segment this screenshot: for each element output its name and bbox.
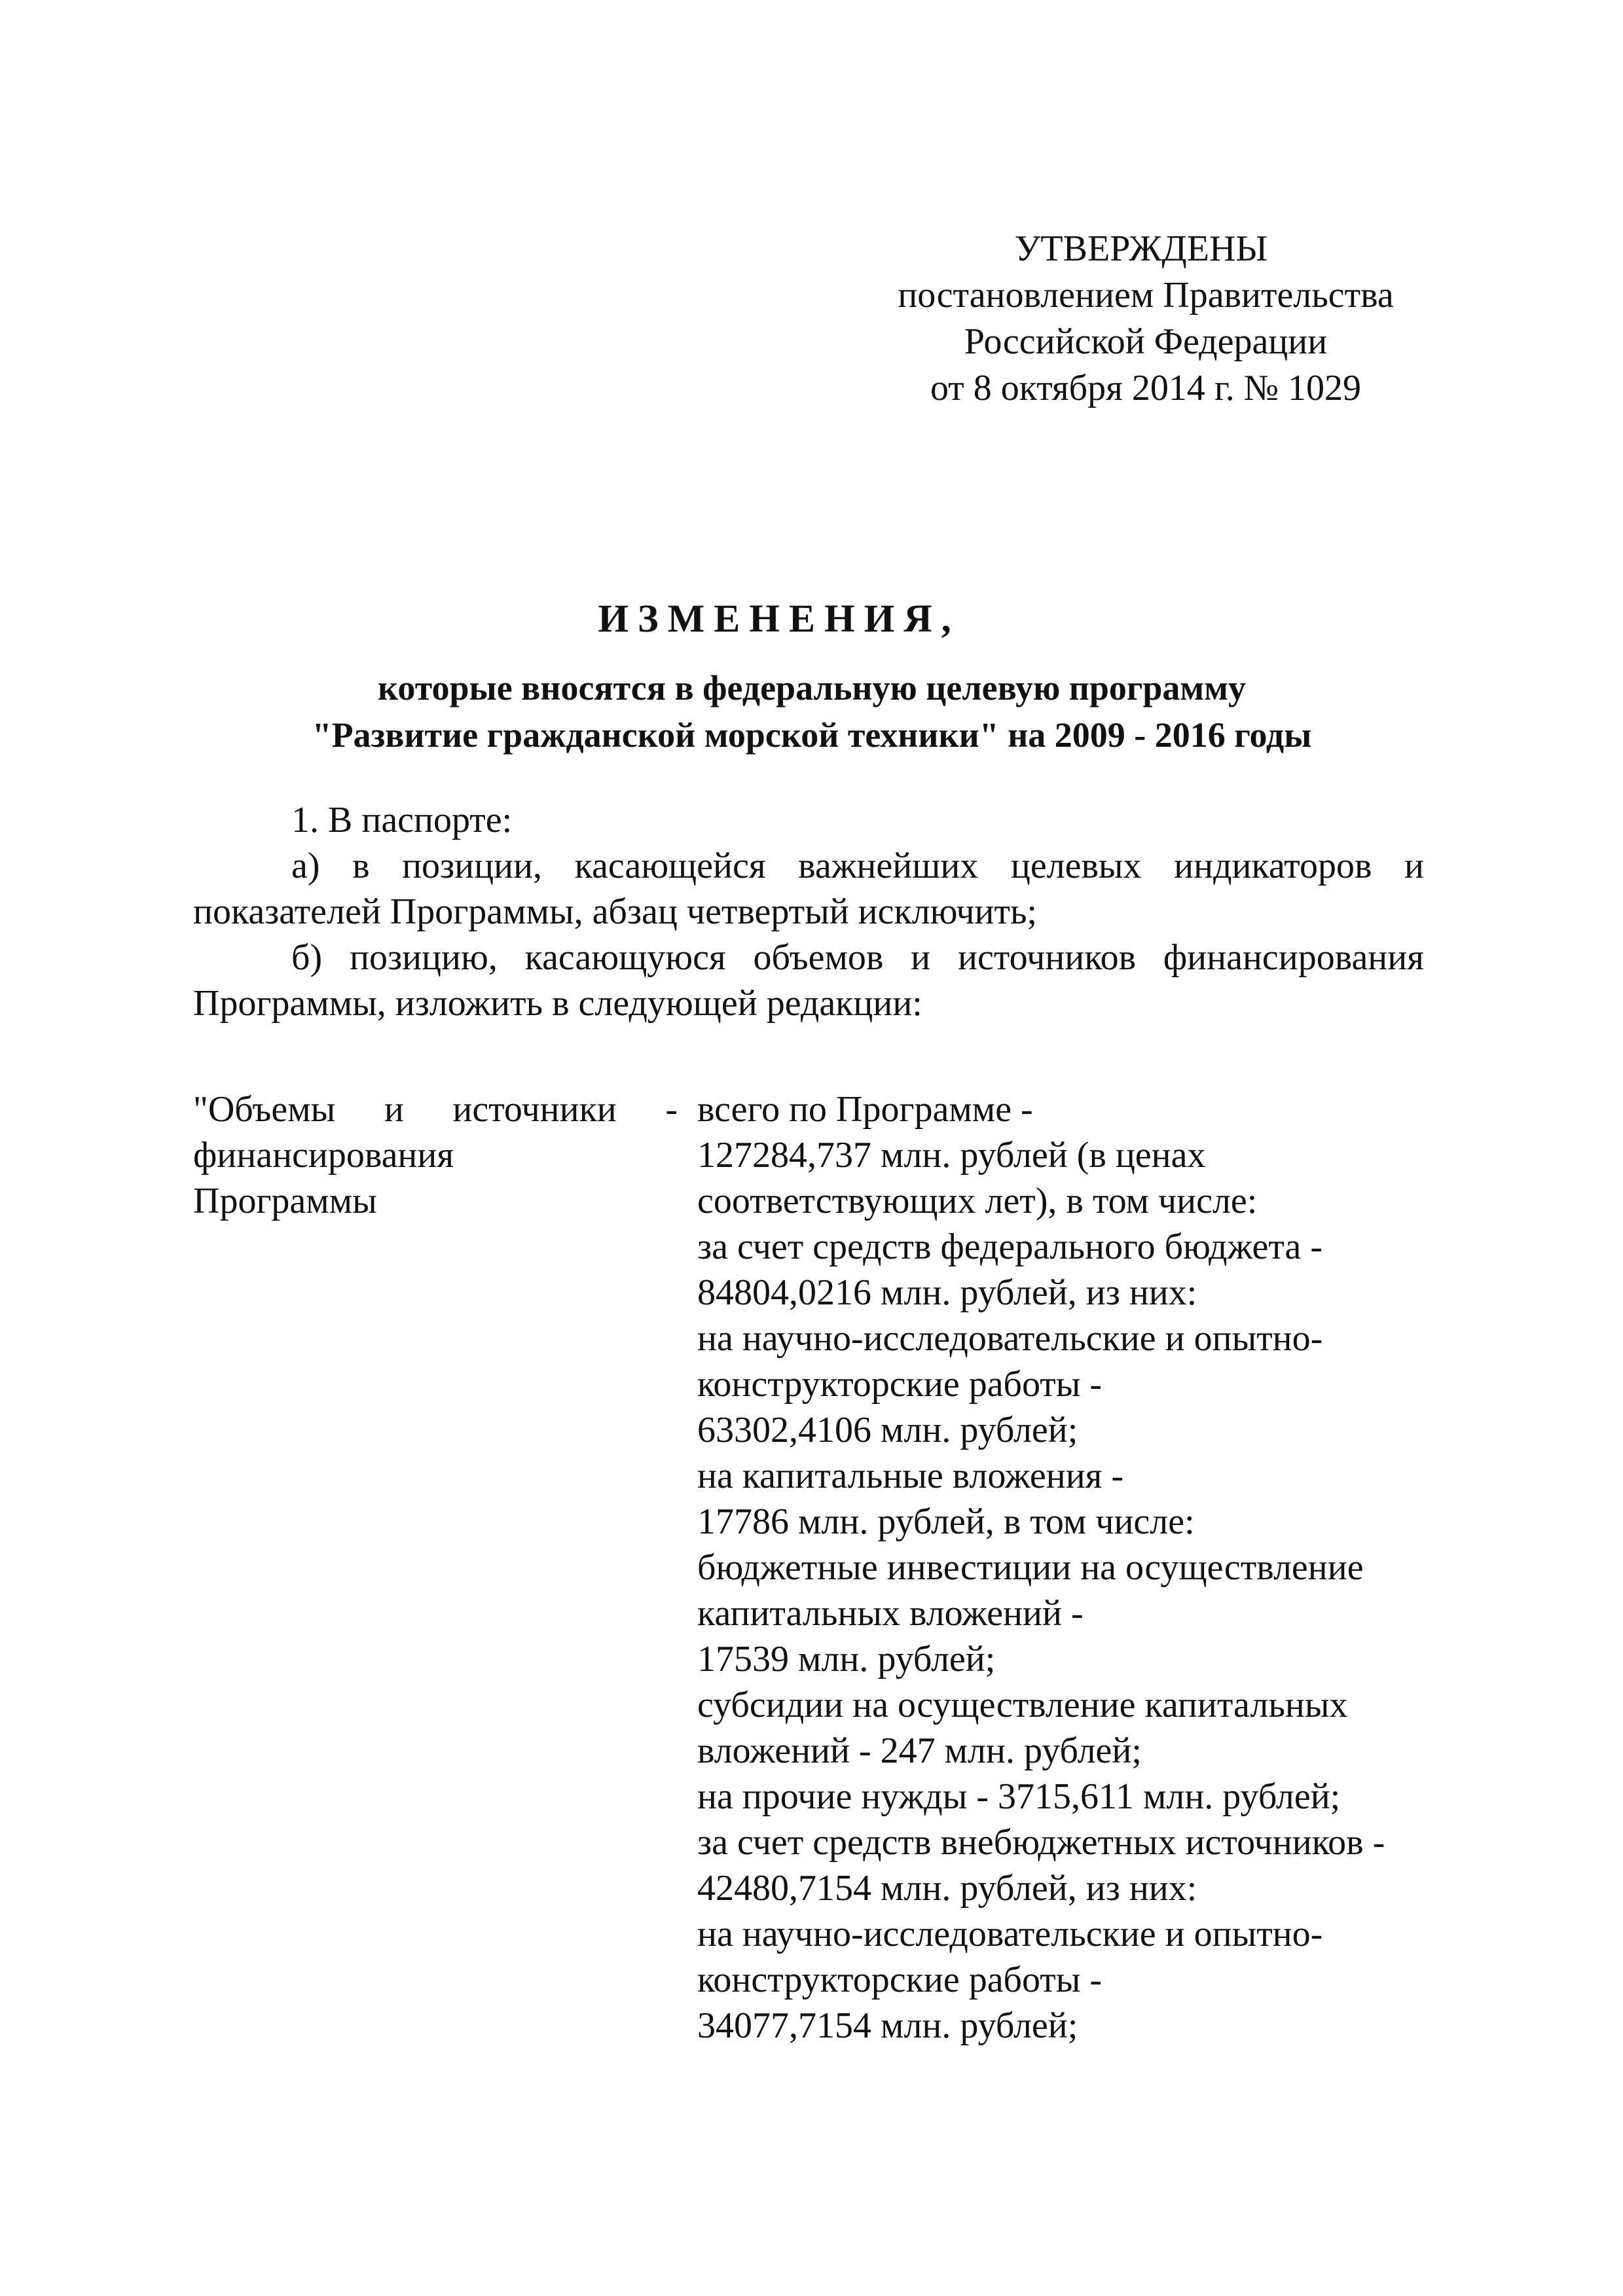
passport-line: на прочие нужды - 3715,611 млн. рублей; bbox=[697, 1776, 1341, 1817]
passport-line: капитальных вложений - bbox=[697, 1593, 1084, 1634]
approval-line-3: от 8 октября 2014 г. № 1029 bbox=[930, 368, 1362, 408]
passport-line: всего по Программе - bbox=[697, 1089, 1033, 1130]
passport-line: на научно-исследовательские и опытно- bbox=[697, 1318, 1323, 1359]
label-word-3: источники bbox=[452, 1089, 617, 1130]
passport-label-row-1 bbox=[193, 1086, 678, 1132]
approval-line-2: Российской Федерации bbox=[964, 321, 1328, 362]
approval-block bbox=[851, 226, 1440, 412]
passport-line: 34077,7154 млн. рублей; bbox=[697, 2005, 1078, 2046]
passport-line: на научно-исследовательские и опытно- bbox=[697, 1914, 1323, 1954]
passport-section bbox=[193, 1086, 1424, 2049]
approval-line-1: постановлением Правительства bbox=[898, 275, 1394, 315]
passport-line: субсидии на осуществление капитальных bbox=[697, 1685, 1348, 1725]
passport-line: бюджетные инвестиции на осуществление bbox=[697, 1547, 1364, 1588]
paragraph-b: б) позицию, касающуюся объемов и источников финансирования Программы, изложить в следующей редакции: bbox=[193, 937, 1424, 1024]
heading-block bbox=[196, 592, 1427, 759]
passport-label bbox=[193, 1086, 678, 2049]
passport-line: соответствующих лет), в том числе: bbox=[697, 1181, 1258, 1221]
subtitle-line-2: "Развитие гражданской морской техники" на 2009 - 2016 годы bbox=[312, 715, 1312, 755]
passport-line: конструкторские работы - bbox=[697, 1960, 1103, 2000]
passport-line: на капитальные вложения - bbox=[697, 1456, 1124, 1496]
document-title: ИЗМЕНЕНИЯ, bbox=[598, 597, 960, 640]
passport-line: конструкторские работы - bbox=[697, 1364, 1103, 1405]
document-body bbox=[193, 797, 1424, 1026]
paragraph-a: а) в позиции, касающейся важнейших целевых индикаторов и показателей Программы, абзац четвертый исключить; bbox=[193, 846, 1424, 932]
label-dash: - bbox=[665, 1089, 678, 1130]
passport-line: 17786 млн. рублей, в том числе: bbox=[697, 1501, 1195, 1542]
paragraph-1: 1. В паспорте: bbox=[291, 800, 513, 840]
passport-content bbox=[697, 1086, 1424, 2049]
passport-line: 84804,0216 млн. рублей, из них: bbox=[697, 1272, 1197, 1313]
label-word-1: "Объемы bbox=[193, 1089, 336, 1130]
passport-label-line-2: финансирования bbox=[193, 1135, 454, 1175]
approval-title: УТВЕРЖДЕНЫ bbox=[1014, 228, 1268, 269]
passport-line: 17539 млн. рублей; bbox=[697, 1639, 996, 1679]
label-word-2: и bbox=[384, 1089, 404, 1130]
subtitle-line-1: которые вносятся в федеральную целевую программу bbox=[378, 668, 1246, 708]
passport-line: вложений - 247 млн. рублей; bbox=[697, 1731, 1142, 1771]
passport-line: 127284,737 млн. рублей (в ценах bbox=[697, 1135, 1206, 1175]
passport-line: за счет средств внебюджетных источников - bbox=[697, 1822, 1385, 1863]
passport-line: за счет средств федерального бюджета - bbox=[697, 1227, 1323, 1267]
passport-line: 42480,7154 млн. рублей, из них: bbox=[697, 1868, 1197, 1909]
passport-line: 63302,4106 млн. рублей; bbox=[697, 1410, 1078, 1450]
passport-label-line-3: Программы bbox=[193, 1181, 377, 1221]
